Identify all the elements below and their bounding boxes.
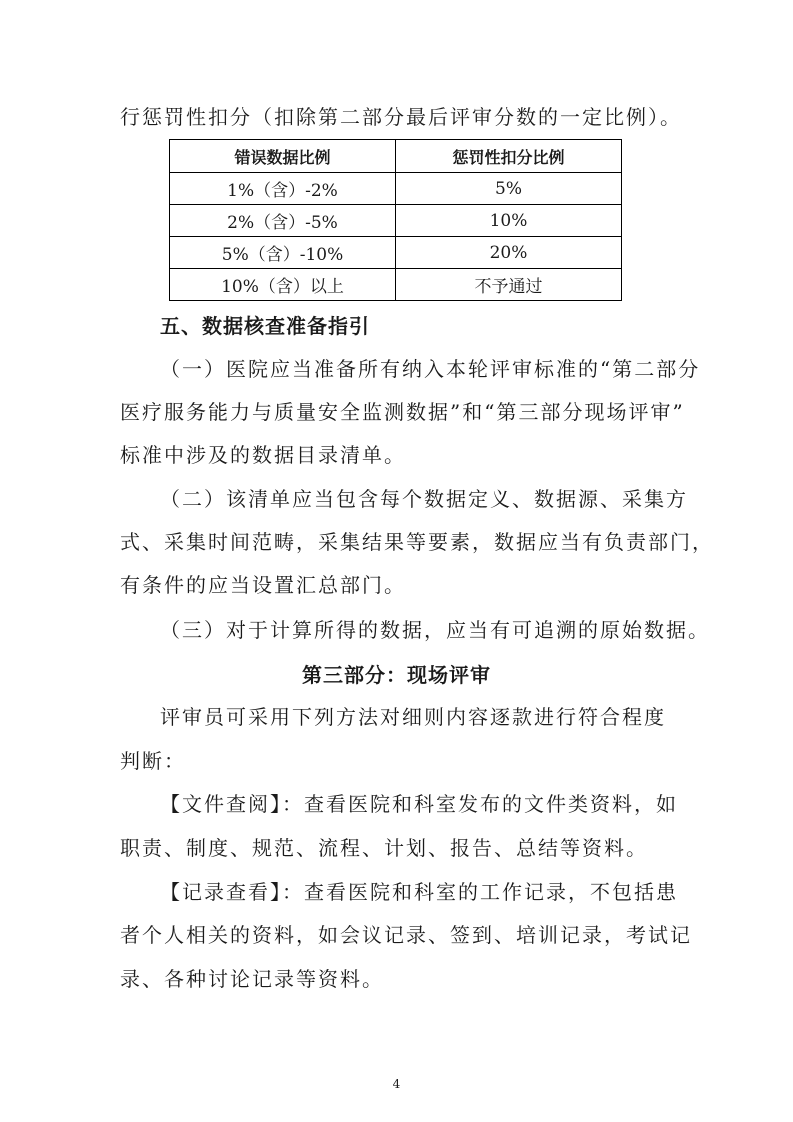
part-3-intro-line1: 评审员可采用下列方法对细则内容逐款进行符合程度 [160,705,666,729]
doc-review-line2: 职责、制度、规范、流程、计划、报告、总结等资料。 [120,836,648,860]
penalty-table [169,139,622,301]
section-5-p1-line3: 标准中涉及的数据目录清单。 [120,443,406,467]
record-review-line3: 录、各种讨论记录等资料。 [120,967,384,991]
cell-error-ratio: 2%（含）-5% [170,205,396,237]
table-row [170,237,622,269]
section-5-p1-line1: （一）医院应当准备所有纳入本轮评审标准的“第二部分 [160,357,701,381]
cell-error-ratio: 1%（含）-2% [170,173,396,205]
table-row [170,173,622,205]
table-header-row [170,140,622,173]
part-3-heading: 第三部分：现场评审 [302,663,491,687]
header-penalty-ratio: 惩罚性扣分比例 [396,140,622,173]
cell-penalty-ratio: 不予通过 [396,269,622,301]
header-error-ratio: 错误数据比例 [170,140,396,173]
doc-review-line1: 【文件查阅】：查看医院和科室发布的文件类资料，如 [160,792,678,816]
part-3-intro-line2: 判断： [120,749,186,773]
record-review-line1: 【记录查看】：查看医院和科室的工作记录，不包括患 [160,880,678,904]
section-5-p2-line1: （二）该清单应当包含每个数据定义、数据源、采集方 [160,487,688,511]
cell-error-ratio: 10%（含）以上 [170,269,396,301]
section-5-p2-line3: 有条件的应当设置汇总部门。 [120,573,406,597]
cell-penalty-ratio: 5% [396,173,622,205]
section-5-p3-line1: （三）对于计算所得的数据，应当有可追溯的原始数据。 [160,618,710,642]
page-number: 4 [392,1077,401,1091]
cell-penalty-ratio: 20% [396,237,622,269]
record-review-line2: 者个人相关的资料，如会议记录、签到、培训记录，考试记 [120,923,692,947]
section-5-p1-line2: 医疗服务能力与质量安全监测数据”和“第三部分现场评审” [120,400,685,424]
table-row [170,205,622,237]
section-5-p2-line2: 式、采集时间范畴，采集结果等要素，数据应当有负责部门， [120,530,714,554]
intro-line: 行惩罚性扣分（扣除第二部分最后评审分数的一定比例）。 [120,105,682,129]
cell-penalty-ratio: 10% [396,205,622,237]
cell-error-ratio: 5%（含）-10% [170,237,396,269]
section-5-heading: 五、数据核查准备指引 [160,314,370,338]
table-row [170,269,622,301]
